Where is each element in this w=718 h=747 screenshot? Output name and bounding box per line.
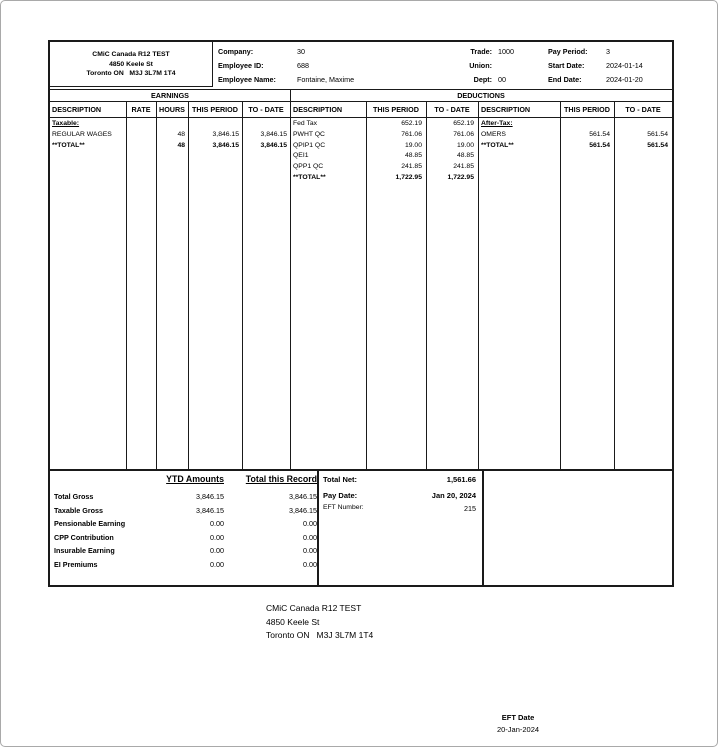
cell-description: **TOTAL** [52, 141, 85, 149]
company-address-line1: CMiC Canada R12 TEST [92, 51, 170, 58]
summary-record-value: 3,846.15 [289, 505, 317, 515]
cell-description: **TOTAL** [293, 173, 326, 181]
summary-ytd-value: 0.00 [210, 532, 224, 542]
grid-line [478, 102, 479, 469]
summary-row-label: Taxable Gross [54, 505, 104, 515]
deductions-right-col-this-period: THIS PERIOD [564, 105, 610, 114]
eft-number-label: EFT Number: [323, 504, 364, 511]
deductions-right-group-label: After-Tax: [481, 120, 513, 127]
footer-address [266, 602, 373, 643]
cell-description: OMERS [481, 130, 506, 138]
summary-ytd-value: 3,846.15 [196, 505, 224, 515]
net-pay-box [319, 471, 484, 585]
cell-rate [126, 141, 156, 152]
employee-id-label: Employee ID: [218, 61, 264, 70]
summary-ytd-value: 3,846.15 [196, 492, 224, 502]
cell-to-date: 19.00 [456, 141, 474, 149]
column-header-row [50, 102, 672, 118]
earnings-col-to-date: TO - DATE [248, 105, 284, 114]
section-band [50, 89, 672, 102]
cell-to-date: 3,846.15 [260, 130, 287, 138]
summary-record-value: 0.00 [303, 546, 317, 556]
pay-date-row [323, 491, 476, 500]
trade-value: 1000 [498, 47, 514, 56]
summary-row-label: Pensionable Earning [54, 519, 126, 529]
summary-empty-box [484, 471, 672, 585]
cell-to-date: 561.54 [647, 141, 668, 149]
total-net-label: Total Net: [323, 475, 358, 484]
total-net-row [323, 475, 476, 484]
eft-number-row [323, 504, 476, 513]
end-date-value: 2024-01-20 [606, 75, 643, 84]
company-address-box [50, 42, 213, 87]
pay-date-label: Pay Date: [323, 491, 358, 500]
grid-line [188, 102, 189, 469]
start-date-value: 2024-01-14 [606, 61, 643, 70]
dept-label: Dept: [473, 75, 492, 84]
cell-description: **TOTAL** [481, 141, 514, 149]
cell-to-date: 1,722.95 [447, 173, 474, 181]
deduction-row [290, 119, 478, 130]
deductions-section-title: DEDUCTIONS [457, 91, 505, 100]
cell-this-period: 561.54 [589, 130, 610, 138]
dept-value: 00 [498, 75, 506, 84]
ytd-summary-rows [50, 490, 317, 571]
deduction-row [290, 173, 478, 184]
ytd-summary-row [50, 490, 317, 504]
summary-ytd-value: 0.00 [210, 559, 224, 569]
cell-description: QPIP1 QC [293, 141, 326, 149]
grid-line [242, 102, 243, 469]
cell-to-date: 241.85 [453, 163, 474, 171]
deductions-right-col-to-date: TO - DATE [625, 105, 661, 114]
cell-to-date: 48.85 [456, 152, 474, 160]
cell-this-period: 3,846.15 [212, 141, 239, 149]
company-label: Company: [218, 47, 254, 56]
eft-date-value: 20-Jan-2024 [496, 725, 540, 734]
ytd-summary-headers [50, 474, 317, 484]
eft-number-value: 215 [464, 504, 476, 513]
deductions-left-rows [290, 119, 478, 184]
footer-address-line2: 4850 Keele St [266, 616, 320, 627]
summary-section [50, 469, 672, 585]
cell-this-period: 561.54 [589, 141, 610, 149]
summary-row-label: CPP Contribution [54, 532, 114, 542]
grid-line [126, 102, 127, 469]
cell-this-period: 48.85 [404, 152, 422, 160]
deduction-row [290, 141, 478, 152]
employee-id-value: 688 [297, 61, 309, 70]
summary-row-label: EI Premiums [54, 559, 98, 569]
grid-line [560, 102, 561, 469]
cell-to-date: 561.54 [647, 130, 668, 138]
pay-date-value: Jan 20, 2024 [431, 491, 476, 500]
cell-hours: 48 [177, 130, 185, 138]
footer-address-line3: Toronto ON M3J 3L7M 1T4 [266, 630, 374, 640]
ytd-summary-row [50, 517, 317, 531]
summary-ytd-value: 0.00 [210, 546, 224, 556]
earnings-col-description: DESCRIPTION [52, 105, 102, 114]
trade-label: Trade: [470, 47, 492, 56]
earnings-row [50, 130, 290, 141]
deduction-row [290, 130, 478, 141]
cell-to-date: 761.06 [453, 130, 474, 138]
cell-this-period: 1,722.95 [395, 173, 422, 181]
company-value: 30 [297, 47, 305, 56]
earnings-col-hours: HOURS [159, 105, 185, 114]
summary-row-label: Insurable Earning [54, 546, 115, 556]
cell-to-date: 3,846.15 [260, 141, 287, 149]
summary-record-value: 0.00 [303, 532, 317, 542]
cell-to-date: 652.19 [453, 120, 474, 127]
summary-record-value: 0.00 [303, 559, 317, 569]
cell-description: QPP1 QC [293, 163, 324, 171]
cell-description: Fed Tax [293, 120, 318, 127]
cell-this-period: 3,846.15 [212, 130, 239, 138]
employee-name-value: Fontaine, Maxime [297, 75, 355, 84]
eft-date-label: EFT Date [501, 713, 535, 722]
summary-record-value: 3,846.15 [289, 492, 317, 502]
deduction-row [290, 162, 478, 173]
ytd-summary-row [50, 544, 317, 558]
eft-date-block [456, 713, 580, 734]
summary-row-label: Total Gross [54, 492, 94, 502]
pay-period-value: 3 [606, 47, 610, 56]
cell-this-period: 761.06 [401, 130, 422, 138]
total-net-value: 1,561.66 [446, 475, 476, 484]
deductions-left-col-description: DESCRIPTION [293, 105, 343, 114]
grid-line [156, 102, 157, 469]
pay-period-label: Pay Period: [548, 47, 588, 56]
ytd-summary-row [50, 558, 317, 572]
earnings-group-label: Taxable: [52, 120, 80, 127]
deduction-row [290, 151, 478, 162]
earnings-section-title: EARNINGS [151, 91, 189, 100]
end-date-label: End Date: [548, 75, 582, 84]
employee-name-label: Employee Name: [218, 75, 276, 84]
deduction-row [478, 141, 672, 152]
ytd-summary-box [50, 471, 319, 585]
deductions-left-col-to-date: TO - DATE [434, 105, 470, 114]
deductions-right-rows [478, 119, 672, 151]
ytd-summary-row [50, 531, 317, 545]
cell-description: REGULAR WAGES [52, 130, 112, 138]
deductions-right-col-description: DESCRIPTION [481, 105, 531, 114]
ytd-amounts-header: YTD Amounts [166, 474, 224, 484]
cell-description: PWHT QC [293, 130, 325, 138]
total-this-record-header: Total this Record [245, 474, 317, 484]
summary-record-value: 0.00 [303, 519, 317, 529]
cell-this-period: 241.85 [401, 163, 422, 171]
deductions-left-col-this-period: THIS PERIOD [373, 105, 419, 114]
summary-ytd-value: 0.00 [210, 519, 224, 529]
earnings-col-rate: RATE [131, 105, 151, 114]
pay-stub-table [48, 40, 674, 587]
footer-address-line1: CMiC Canada R12 TEST [266, 603, 362, 613]
company-address-line3: Toronto ON M3J 3L7M 1T4 [86, 70, 176, 77]
cell-rate [126, 130, 156, 141]
deduction-row [478, 130, 672, 141]
earnings-col-this-period: THIS PERIOD [192, 105, 238, 114]
union-label: Union: [469, 61, 492, 70]
cell-this-period: 652.19 [401, 120, 422, 127]
cell-description: QEI1 [293, 152, 309, 160]
company-address-line2: 4850 Keele St [109, 60, 153, 68]
ytd-summary-row [50, 504, 317, 518]
earnings-rows [50, 119, 290, 151]
earnings-row [50, 141, 290, 152]
cell-this-period: 19.00 [404, 141, 422, 149]
cell-hours: 48 [177, 141, 185, 149]
grid-line [614, 102, 615, 469]
start-date-label: Start Date: [548, 61, 585, 70]
